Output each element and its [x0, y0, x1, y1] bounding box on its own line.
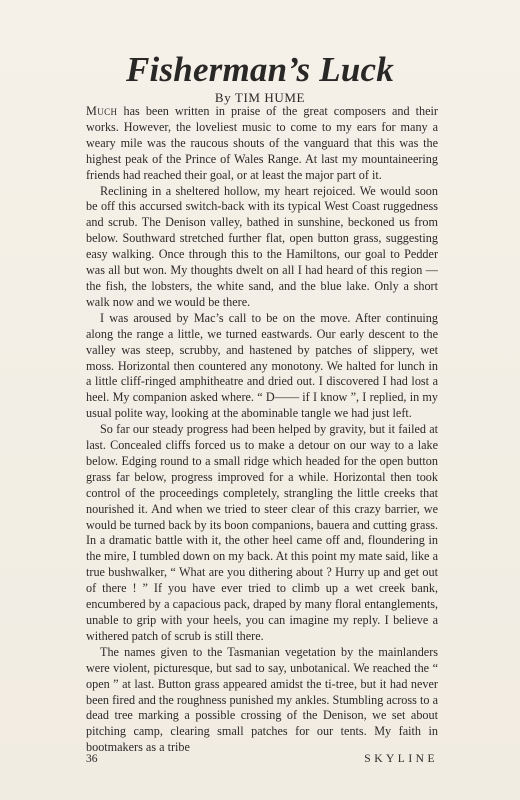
article-title: Fisherman’s Luck	[125, 50, 394, 89]
paragraph-5: The names given to the Tasmanian vegetation by the mainlanders were violent, picturesque, but sad to say, unbotanical. We reached the “ open ” at last. Button grass appeared amidst the ti-tree, but it had never been fired and the roughness punished my ankles. Stumbling across to a dead tree marking a possible crossing of the Denison, we set about pitching camp, clearing small patches for our tents. My faith in bootmakers as a tribe	[86, 644, 438, 755]
magazine-name: SKYLINE	[364, 753, 438, 765]
paragraph-3: I was aroused by Mac’s call to be on the move. After continuing along the range a little, we turned eastwards. Our early descent to the valley was steep, scrubby, and hastened by patches of slippery, wet moss. Horizontal then countered any monotony. We halted for lunch in a little cliff-ringed amphitheatre and dried out. I discovered I had lost a heel. My companion asked where. “ D—— if I know ”, I replied, in my usual polite way, looking at the abominable tangle we had just left.	[86, 310, 438, 421]
lead-word: Much	[86, 104, 118, 118]
article-byline: By TIM HUME	[214, 90, 306, 105]
paragraph-1	[86, 104, 438, 184]
paragraph-2: Reclining in a sheltered hollow, my heart rejoiced. We would soon be off this accursed switch-back with its typical West Coast ruggedness and scrub. The Denison valley, bathed in sunshine, beckoned us from below. Southward stretched further flat, open button grass, suggesting easy walking. Once through this to the Hamiltons, our goal to Pedder was all but won. My thoughts dwelt on all I had heard of this region — the fish, the lobsters, the white sand, and the blue lake. Only a short walk now and we would be there.	[86, 183, 438, 309]
paragraph-4: So far our steady progress had been helped by gravity, but it failed at last. Concealed cliffs forced us to make a detour on our way to a lake below. Edging round to a small ridge which headed for the open button grass far below, progress improved for a while. Horizontal then took control of the proceedings completely, strangling the little creeks that nourished it. And when we tried to steer clear of this crazy barrier, we would be turned back by its boon companions, bauera and cutting grass. In a dramatic battle with it, the other heel came off and, floundering in the mire, I tumbled down on my back. At this point my mate said, like a true bushwalker, “ What are you dithering about ? Hurry up and get out of there ! ” If you have ever tried to climb up a wet creek bank, encumbered by a capacious pack, draped by many floral entanglements, unable to grip with your heels, you can imagine my reply. I believe a withered patch of scrub is still there.	[86, 422, 438, 643]
paragraph-1-text: has been written in praise of the great composers and their works. However, the loveliest music to come to my ears for many a weary mile was the raucous shouts of the vanguard that this was the highest peak of the Prince of Wales Range. At last my mountaineering friends had reached their goal, or at least the major part of it.	[86, 104, 438, 182]
page-number: 36	[86, 753, 98, 765]
article-body	[86, 104, 438, 756]
